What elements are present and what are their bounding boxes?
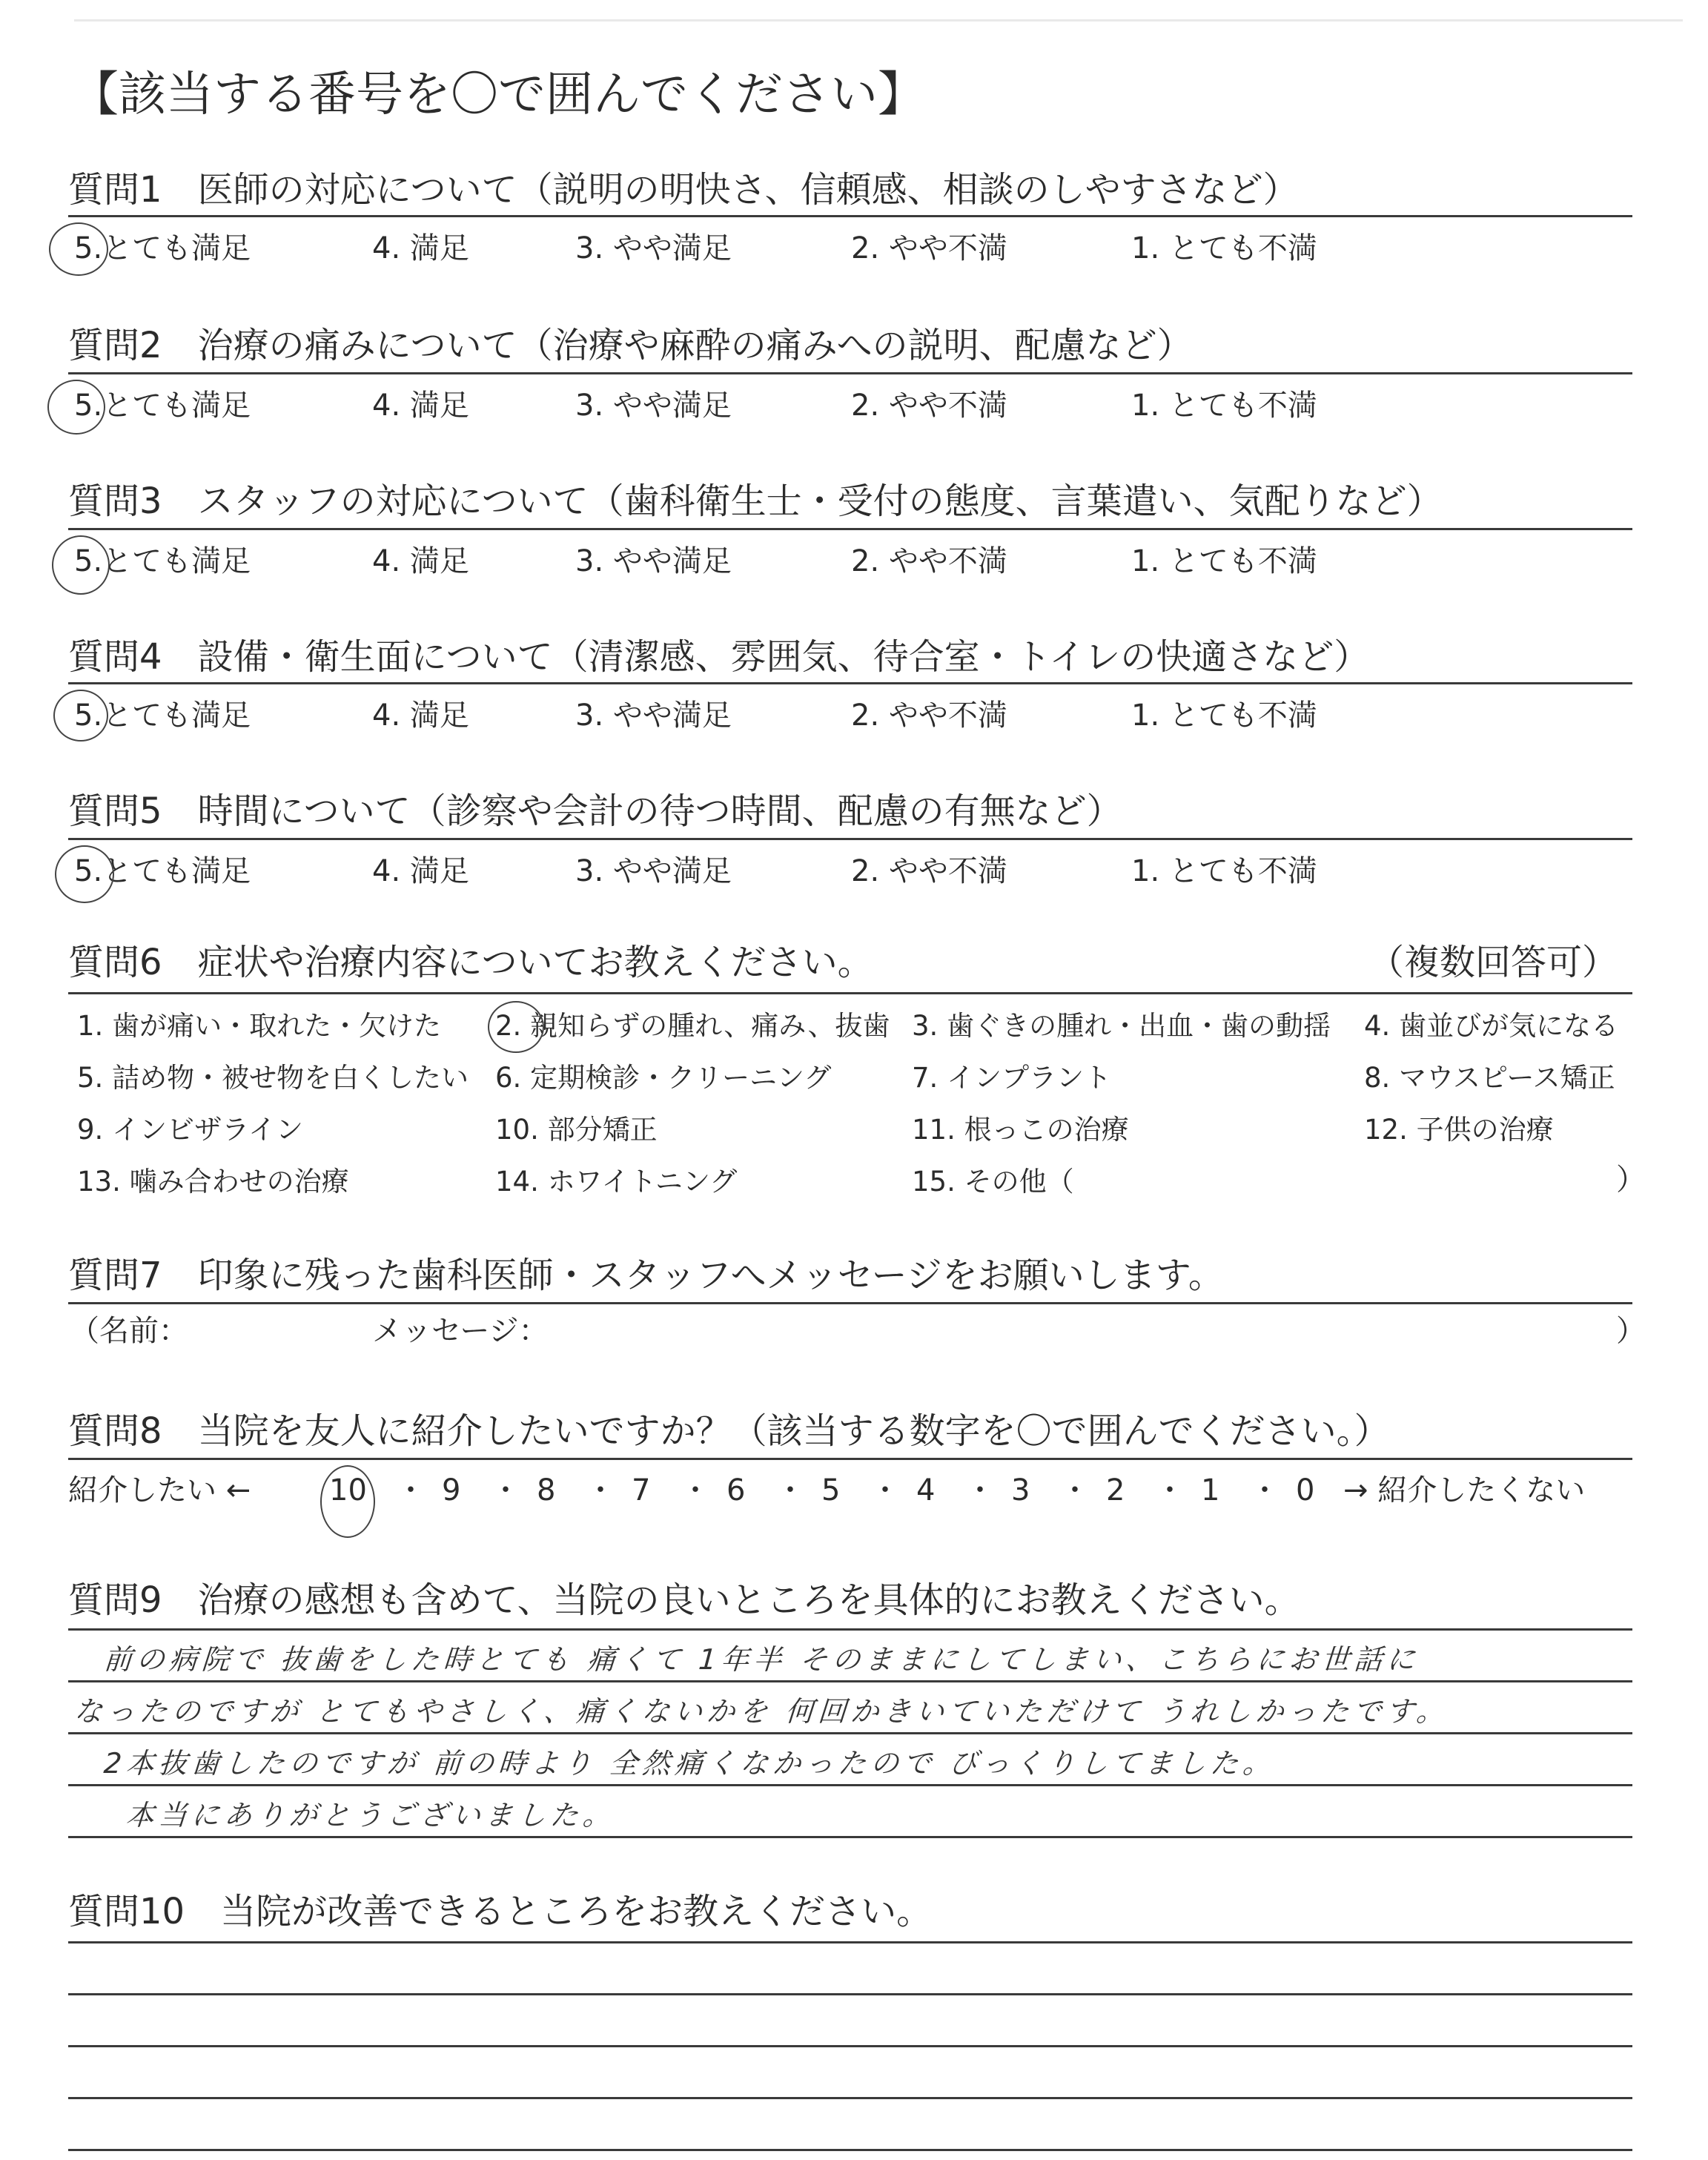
q9-handwritten-line-2: なったのですが とてもやさしく、痛くないかを 何回かきいていただけて うれしかったです。 bbox=[73, 1695, 1450, 1728]
q8-separator: ・ bbox=[870, 1473, 900, 1507]
question-7-rule bbox=[68, 1302, 1632, 1304]
q9-answer-line bbox=[68, 1680, 1632, 1682]
q1-option-1[interactable]: 1. とても不満 bbox=[1131, 231, 1317, 265]
q6-item-12[interactable]: 12. 子供の治療 bbox=[1364, 1114, 1554, 1146]
q9-answer-line bbox=[68, 1836, 1632, 1838]
q9-handwritten-line-4: 本当にありがとうございました。 bbox=[125, 1799, 617, 1832]
question-8-heading bbox=[68, 1409, 1390, 1453]
question-5-text: 時間について（診察や会計の待つ時間、配慮の有無など） bbox=[197, 790, 1122, 832]
q6-item-15[interactable]: 15. その他（ bbox=[912, 1166, 1074, 1198]
q9-handwritten-line-1: 前の病院で 抜歯をした時とても 痛くて 1年半 そのままにしてしまい、こちらにお世話に bbox=[102, 1643, 1421, 1676]
q3-selection-circle bbox=[52, 535, 110, 595]
q8-score-5[interactable]: 5 bbox=[821, 1473, 841, 1507]
question-9-rule bbox=[68, 1628, 1632, 1631]
question-3-heading bbox=[68, 479, 1443, 524]
q6-item-1[interactable]: 1. 歯が痛い・取れた・欠けた bbox=[77, 1010, 442, 1042]
q2-option-2[interactable]: 2. やや不満 bbox=[851, 389, 1007, 423]
q8-selection-circle bbox=[320, 1465, 375, 1538]
question-9-heading bbox=[68, 1578, 1300, 1622]
question-7-heading bbox=[68, 1253, 1224, 1298]
q8-separator: ・ bbox=[1250, 1473, 1280, 1507]
q8-separator: ・ bbox=[1155, 1473, 1185, 1507]
q6-item-11[interactable]: 11. 根っこの治療 bbox=[912, 1114, 1129, 1146]
q4-option-4[interactable]: 4. 満足 bbox=[372, 698, 469, 733]
q7-closing-paren: ） bbox=[1616, 1314, 1646, 1348]
q8-separator: ・ bbox=[775, 1473, 805, 1507]
question-2-text: 治療の痛みについて（治療や麻酔の痛みへの説明、配慮など） bbox=[197, 325, 1193, 366]
q8-score-10[interactable]: 10 bbox=[329, 1473, 367, 1507]
q4-option-1[interactable]: 1. とても不満 bbox=[1131, 698, 1317, 733]
q3-option-1[interactable]: 1. とても不満 bbox=[1131, 544, 1317, 578]
q6-item-3[interactable]: 3. 歯ぐきの腫れ・出血・歯の動揺 bbox=[912, 1010, 1331, 1042]
q8-score-7[interactable]: 7 bbox=[632, 1473, 651, 1507]
q8-score-9[interactable]: 9 bbox=[442, 1473, 461, 1507]
q8-score-2[interactable]: 2 bbox=[1106, 1473, 1125, 1507]
q9-answer-line bbox=[68, 1784, 1632, 1786]
q8-separator: ・ bbox=[681, 1473, 710, 1507]
q2-option-3[interactable]: 3. やや満足 bbox=[575, 389, 732, 423]
q5-option-2[interactable]: 2. やや不満 bbox=[851, 854, 1007, 888]
q4-option-2[interactable]: 2. やや不満 bbox=[851, 698, 1007, 733]
q10-answer-line bbox=[68, 2149, 1632, 2151]
q8-score-6[interactable]: 6 bbox=[726, 1473, 746, 1507]
question-8-rule bbox=[68, 1458, 1632, 1460]
q5-option-1[interactable]: 1. とても不満 bbox=[1131, 854, 1317, 888]
q9-handwritten-line-3: 2本抜歯したのですが 前の時より 全然痛くなかったので びっくりしてました。 bbox=[102, 1747, 1277, 1780]
question-8-label: 質問8 bbox=[68, 1410, 162, 1452]
q8-separator: ・ bbox=[396, 1473, 426, 1507]
q5-option-3[interactable]: 3. やや満足 bbox=[575, 854, 732, 888]
question-4-heading bbox=[68, 635, 1369, 679]
page-title: 【該当する番号を〇で囲んでください】 bbox=[71, 67, 925, 122]
q6-item-4[interactable]: 4. 歯並びが気になる bbox=[1364, 1010, 1619, 1042]
q8-score-1[interactable]: 1 bbox=[1201, 1473, 1220, 1507]
question-4-rule bbox=[68, 682, 1632, 684]
q6-item-8[interactable]: 8. マウスピース矯正 bbox=[1364, 1062, 1615, 1094]
question-7-text: 印象に残った歯科医師・スタッフへメッセージをお願いします。 bbox=[197, 1255, 1224, 1296]
question-3-label: 質問3 bbox=[68, 480, 162, 522]
q8-separator: ・ bbox=[491, 1473, 520, 1507]
q1-option-3[interactable]: 3. やや満足 bbox=[575, 231, 732, 265]
question-6-label: 質問6 bbox=[68, 942, 162, 983]
q10-answer-line bbox=[68, 2045, 1632, 2047]
question-5-heading bbox=[68, 789, 1122, 833]
q8-left-label: 紹介したい ← bbox=[68, 1473, 251, 1507]
q1-selection-circle bbox=[49, 222, 108, 276]
question-6-note: （複数回答可） bbox=[1368, 942, 1618, 983]
question-6-rule bbox=[68, 992, 1632, 994]
question-10-label: 質問10 bbox=[68, 1891, 185, 1932]
q1-option-2[interactable]: 2. やや不満 bbox=[851, 231, 1007, 265]
question-5-rule bbox=[68, 838, 1632, 840]
q8-separator: ・ bbox=[965, 1473, 995, 1507]
q5-option-4[interactable]: 4. 満足 bbox=[372, 854, 469, 888]
question-4-label: 質問4 bbox=[68, 636, 162, 678]
question-1-heading bbox=[68, 168, 1299, 212]
q8-separator: ・ bbox=[586, 1473, 615, 1507]
question-1-label: 質問1 bbox=[68, 169, 162, 211]
page-top-edge bbox=[74, 19, 1683, 22]
question-2-heading bbox=[68, 323, 1193, 368]
q6-item-14[interactable]: 14. ホワイトニング bbox=[495, 1166, 738, 1198]
q3-option-4[interactable]: 4. 満足 bbox=[372, 544, 469, 578]
question-10-text: 当院が改善できるところをお教えください。 bbox=[220, 1891, 933, 1932]
q7-name-label: （名前： bbox=[70, 1314, 188, 1348]
q3-option-5[interactable]: 5.とても満足 bbox=[74, 544, 251, 578]
q8-score-4[interactable]: 4 bbox=[916, 1473, 936, 1507]
q1-option-4[interactable]: 4. 満足 bbox=[372, 231, 469, 265]
q3-option-3[interactable]: 3. やや満足 bbox=[575, 544, 732, 578]
q6-item-9[interactable]: 9. インビザライン bbox=[77, 1114, 303, 1146]
q8-score-3[interactable]: 3 bbox=[1011, 1473, 1030, 1507]
question-1-rule bbox=[68, 215, 1632, 217]
q10-answer-line bbox=[68, 2097, 1632, 2099]
q8-right-label: → 紹介したくない bbox=[1343, 1473, 1586, 1507]
q8-score-8[interactable]: 8 bbox=[537, 1473, 556, 1507]
question-9-label: 質問9 bbox=[68, 1579, 162, 1621]
question-2-rule bbox=[68, 372, 1632, 374]
q7-message-label: メッセージ： bbox=[372, 1314, 549, 1348]
question-4-text: 設備・衛生面について（清潔感、雰囲気、待合室・トイレの快適さなど） bbox=[197, 636, 1370, 678]
q6-selection-circle bbox=[488, 1001, 544, 1053]
question-8-text: 当院を友人に紹介したいですか？（該当する数字を〇で囲んでください。） bbox=[197, 1410, 1390, 1452]
q5-selection-circle bbox=[55, 845, 114, 903]
question-5-label: 質問5 bbox=[68, 790, 162, 832]
q5-option-5[interactable]: 5.とても満足 bbox=[74, 854, 251, 888]
q10-answer-line bbox=[68, 1993, 1632, 1995]
question-10-heading bbox=[68, 1889, 932, 1934]
question-3-text: スタッフの対応について（歯科衛生士・受付の態度、言葉遣い、気配りなど） bbox=[197, 480, 1443, 522]
question-7-label: 質問7 bbox=[68, 1255, 162, 1296]
q6-item-2[interactable]: 2. 親知らずの腫れ、痛み、抜歯 bbox=[495, 1010, 890, 1042]
question-3-rule bbox=[68, 528, 1632, 530]
q2-option-5[interactable]: 5.とても満足 bbox=[74, 389, 251, 423]
q6-item-13[interactable]: 13. 噛み合わせの治療 bbox=[77, 1166, 349, 1198]
q6-item-5[interactable]: 5. 詰め物・被せ物を白くしたい bbox=[77, 1062, 469, 1094]
question-10-rule bbox=[68, 1941, 1632, 1943]
q3-option-2[interactable]: 2. やや不満 bbox=[851, 544, 1007, 578]
q4-option-5[interactable]: 5.とても満足 bbox=[74, 698, 251, 733]
q8-separator: ・ bbox=[1060, 1473, 1090, 1507]
q2-option-1[interactable]: 1. とても不満 bbox=[1131, 389, 1317, 423]
q8-score-0[interactable]: 0 bbox=[1296, 1473, 1315, 1507]
q4-selection-circle bbox=[53, 690, 108, 742]
q4-option-3[interactable]: 3. やや満足 bbox=[575, 698, 732, 733]
question-1-text: 医師の対応について（説明の明快さ、信頼感、相談のしやすさなど） bbox=[197, 169, 1299, 211]
q6-item-6[interactable]: 6. 定期検診・クリーニング bbox=[495, 1062, 832, 1094]
q9-answer-line bbox=[68, 1732, 1632, 1734]
q6-item-10[interactable]: 10. 部分矯正 bbox=[495, 1114, 658, 1146]
q6-item-7[interactable]: 7. インプラント bbox=[912, 1062, 1112, 1094]
question-6-heading bbox=[68, 940, 873, 985]
q2-option-4[interactable]: 4. 満足 bbox=[372, 389, 469, 423]
q1-option-5[interactable]: 5.とても満足 bbox=[74, 231, 251, 265]
q2-selection-circle bbox=[47, 380, 105, 435]
question-6-text: 症状や治療内容についてお教えください。 bbox=[197, 942, 873, 983]
question-9-text: 治療の感想も含めて、当院の良いところを具体的にお教えください。 bbox=[197, 1579, 1300, 1621]
question-2-label: 質問2 bbox=[68, 325, 162, 366]
q6-other-closing-paren: ） bbox=[1616, 1163, 1646, 1197]
